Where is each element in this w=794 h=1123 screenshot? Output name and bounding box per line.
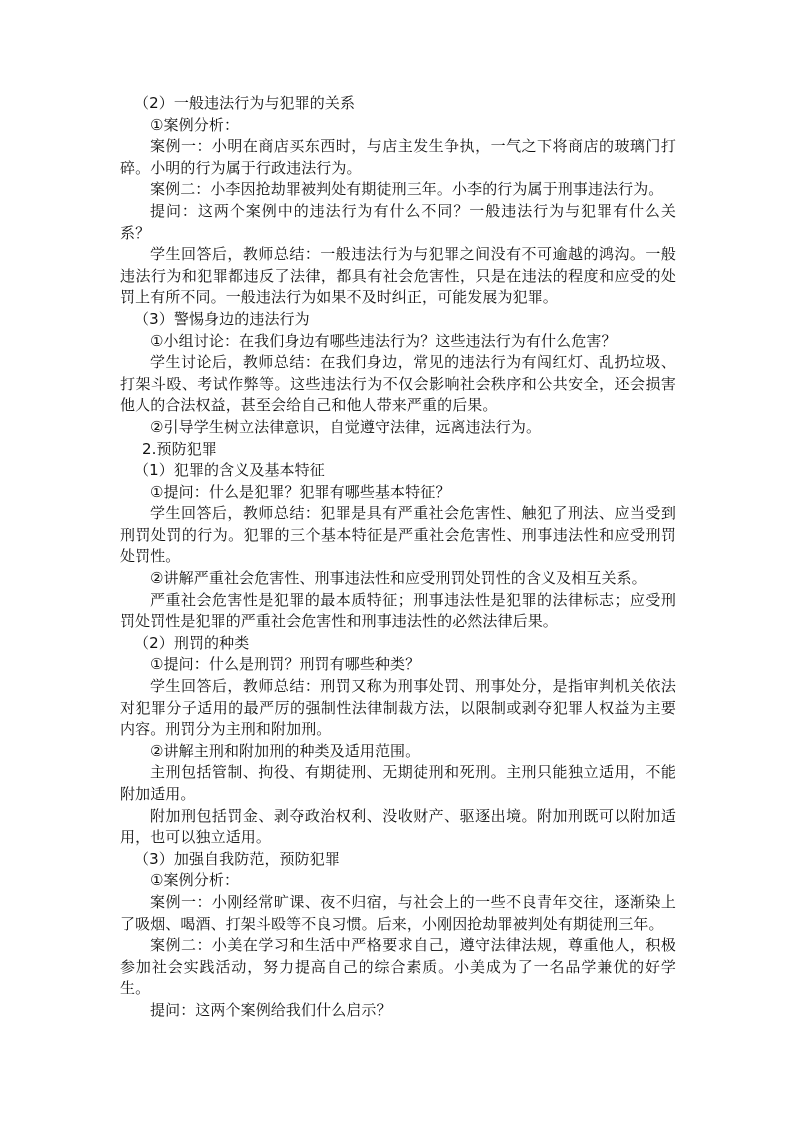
paragraph: 提问：这两个案例中的违法行为有什么不同？一般违法行为与犯罪有什么关系？	[120, 201, 676, 242]
paragraph: ①小组讨论：在我们身边有哪些违法行为？这些违法行为有什么危害？	[150, 331, 617, 350]
paragraph: 主刑包括管制、拘役、有期徒刑、无期徒刑和死刑。主刑只能独立适用，不能附加适用。	[120, 763, 676, 803]
paragraph: ②讲解主刑和附加刑的种类及适用范围。	[150, 741, 421, 760]
paragraph: ②引导学生树立法律意识，自觉遵守法律，远离违法行为。	[150, 417, 542, 436]
paragraph: ①提问：什么是刑罚？刑罚有哪些种类？	[150, 655, 421, 674]
section-heading: （2）刑罚的种类	[134, 633, 250, 652]
section-heading: （1）犯罪的含义及基本特征	[134, 461, 325, 480]
case-analysis-label: ①案例分析：	[150, 871, 240, 890]
case-analysis-label: ①案例分析：	[150, 115, 240, 134]
paragraph: 严重社会危害性是犯罪的最本质特征；刑事违法性是犯罪的法律标志；应受刑罚处罚性是犯罪的严重社会危害性和刑事违法性的必然法律后果。	[120, 590, 676, 631]
document-page	[120, 93, 676, 1022]
paragraph: 案例二：小李因抢劫罪被判处有期徒刑三年。小李的行为属于刑事违法行为。	[150, 180, 664, 199]
paragraph: 学生讨论后，教师总结：在我们身边，常见的违法行为有闯红灯、乱扔垃圾、打架斗殴、考试作弊等。这些违法行为不仅会影响社会秩序和公共安全，还会损害他人的合法权益，甚至会给自己和他人带来严重的后果。	[120, 353, 676, 415]
paragraph: 学生回答后，教师总结：刑罚又称为刑事处罚、刑事处分，是指审判机关依法对犯罪分子适用的最严厉的强制性法律制裁方法，以限制或剥夺犯罪人权益为主要内容。刑罚分为主刑和附加刑。	[120, 677, 676, 739]
paragraph: 学生回答后，教师总结：一般违法行为与犯罪之间没有不可逾越的鸿沟。一般违法行为和犯罪都违反了法律，都具有社会危害性，只是在违法的程度和应受的处罚上有所不同。一般违法行为如果不及时纠正，可能发展为犯罪。	[120, 245, 676, 307]
section-heading: （3）警惕身边的违法行为	[134, 309, 310, 328]
paragraph: 案例一：小明在商店买东西时，与店主发生争执，一气之下将商店的玻璃门打碎。小明的行为属于行政违法行为。	[120, 137, 676, 177]
paragraph: 学生回答后，教师总结：犯罪是具有严重社会危害性、触犯了刑法、应当受到刑罚处罚的行为。犯罪的三个基本特征是严重社会危害性、刑事违法性和应受刑罚处罚性。	[120, 504, 676, 566]
paragraph: 附加刑包括罚金、剥夺政治权利、没收财产、驱逐出境。附加刑既可以附加适用，也可以独立适用。	[120, 806, 676, 847]
paragraph: 提问：这两个案例给我们什么启示？	[150, 1000, 392, 1019]
paragraph: 案例二：小美在学习和生活中严格要求自己，遵守法律法规，尊重他人，积极参加社会实践活动，努力提高自己的综合素质。小美成为了一名品学兼优的好学生。	[120, 936, 676, 998]
section-heading: （2）一般违法行为与犯罪的关系	[134, 94, 356, 112]
paragraph: ①提问：什么是犯罪？犯罪有哪些基本特征？	[150, 482, 451, 501]
chapter-heading: 2.预防犯罪	[142, 439, 217, 458]
paragraph: 案例一：小刚经常旷课、夜不归宿，与社会上的一些不良青年交往，逐渐染上了吸烟、喝酒、打架斗殴等不良习惯。后来，小刚因抢劫罪被判处有期徒刑三年。	[120, 892, 676, 933]
section-heading: （3）加强自我防范，预防犯罪	[134, 849, 340, 868]
paragraph: ②讲解严重社会危害性、刑事违法性和应受刑罚处罚性的含义及相互关系。	[150, 569, 647, 588]
